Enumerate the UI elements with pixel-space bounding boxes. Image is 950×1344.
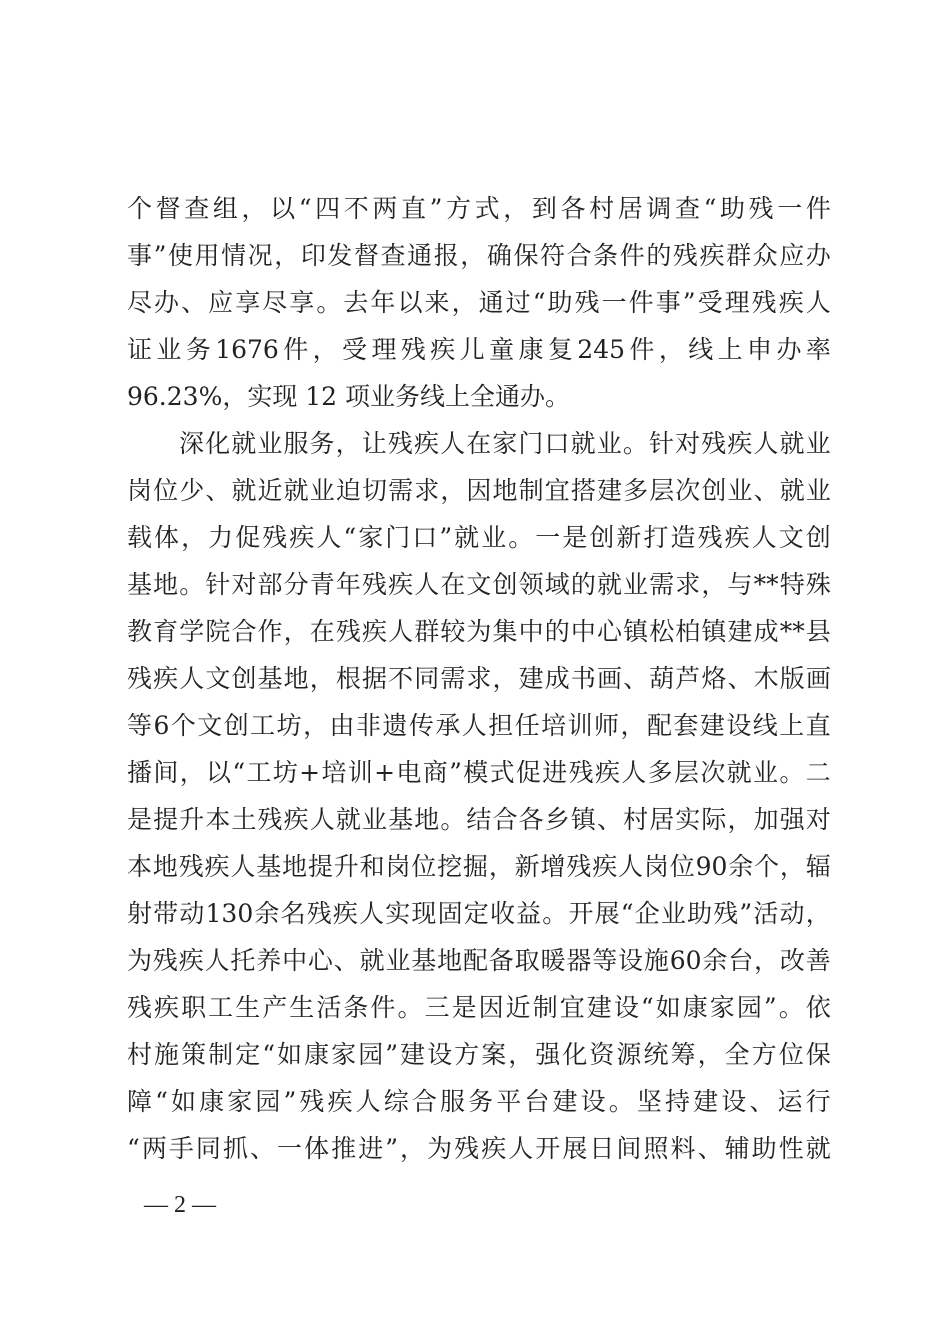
text-line: 射 带 动 130 余 名 残 疾 人 实 现 固 定 收 益 。 开 展 “ 企 业 助 残 ” 活 动 ， — [127, 899, 831, 928]
document-body — [127, 185, 831, 1172]
text-line: 深 化 就 业 服 务 ， 让 残 疾 人 在 家 门 口 就 业 。 针 对 残 疾 人 就 业 — [179, 429, 831, 458]
text-line: 等 6 个 文 创 工 坊 ， 由 非 遗 传 承 人 担 任 培 训 师 ， 配 套 建 设 线 上 直 — [127, 711, 831, 740]
text-line: 岗 位 少 、 就 近 就 业 迫 切 需 求 ， 因 地 制 宜 搭 建 多 层 次 创 业 、 就 业 — [127, 476, 831, 505]
paragraph-2 — [127, 420, 831, 1172]
text-line: 事 ” 使 用 情 况 ， 印 发 督 查 通 报 ， 确 保 符 合 条 件 的 残 疾 群 众 应 办 — [127, 241, 831, 270]
text-line: 教 育 学 院 合 作 ， 在 残 疾 人 群 较 为 集 中 的 中 心 镇 松 柏 镇 建 成 ** 县 — [127, 617, 831, 646]
page-number: — 2 — — [144, 1192, 216, 1218]
text-line: 村 施 策 制 定 “ 如 康 家 园 ” 建 设 方 案 ， 强 化 资 源 统 筹 ， 全 方 位 保 — [127, 1040, 831, 1069]
text-line: 是 提 升 本 土 残 疾 人 就 业 基 地 。 结 合 各 乡 镇 、 村 居 实 际 ， 加 强 对 — [127, 805, 831, 834]
text-line: 基 地 。 针 对 部 分 青 年 残 疾 人 在 文 创 领 域 的 就 业 需 求 ， 与 ** 特 殊 — [127, 570, 831, 599]
text-line: 残 疾 职 工 生 产 生 活 条 件 。 三 是 因 近 制 宜 建 设 “ 如 康 家 园 ” 。 依 — [127, 993, 831, 1022]
text-line: “ 两 手 同 抓 、 一 体 推 进 ” ， 为 残 疾 人 开 展 日 间 照 料 、 辅 助 性 就 — [127, 1134, 831, 1163]
text-line: 本 地 残 疾 人 基 地 提 升 和 岗 位 挖 掘 ， 新 增 残 疾 人 岗 位 90 余 个 ， 辐 — [127, 852, 831, 881]
text-line: 96.23%，实现 12 项业务线上全通办。 — [127, 382, 571, 411]
text-line: 载 体 ， 力 促 残 疾 人 “ 家 门 口 ” 就 业 。 一 是 创 新 打 造 残 疾 人 文 创 — [127, 523, 831, 552]
text-line: 证 业 务 1676 件 ， 受 理 残 疾 儿 童 康 复 245 件 ， 线 上 申 办 率 — [127, 335, 831, 364]
text-line: 个 督 查 组 ， 以 “ 四 不 两 直 ” 方 式 ， 到 各 村 居 调 查 “ 助 残 一 件 — [127, 194, 831, 223]
text-line: 障 “ 如 康 家 园 ” 残 疾 人 综 合 服 务 平 台 建 设 。 坚 持 建 设 、 运 行 — [127, 1087, 831, 1116]
text-line: 播 间 ， 以 “ 工 坊 + 培 训 + 电 商 ” 模 式 促 进 残 疾 人 多 层 次 就 业 。 二 — [127, 758, 831, 787]
text-line: 残 疾 人 文 创 基 地 ， 根 据 不 同 需 求 ， 建 成 书 画 、 葫 芦 烙 、 木 版 画 — [127, 664, 831, 693]
paragraph-1 — [127, 185, 831, 420]
text-line: 为 残 疾 人 托 养 中 心 、 就 业 基 地 配 备 取 暖 器 等 设 施 60 余 台 ， 改 善 — [127, 946, 831, 975]
text-line: 尽 办 、 应 享 尽 享 。 去 年 以 来 ， 通 过 “ 助 残 一 件 事 ” 受 理 残 疾 人 — [127, 288, 831, 317]
